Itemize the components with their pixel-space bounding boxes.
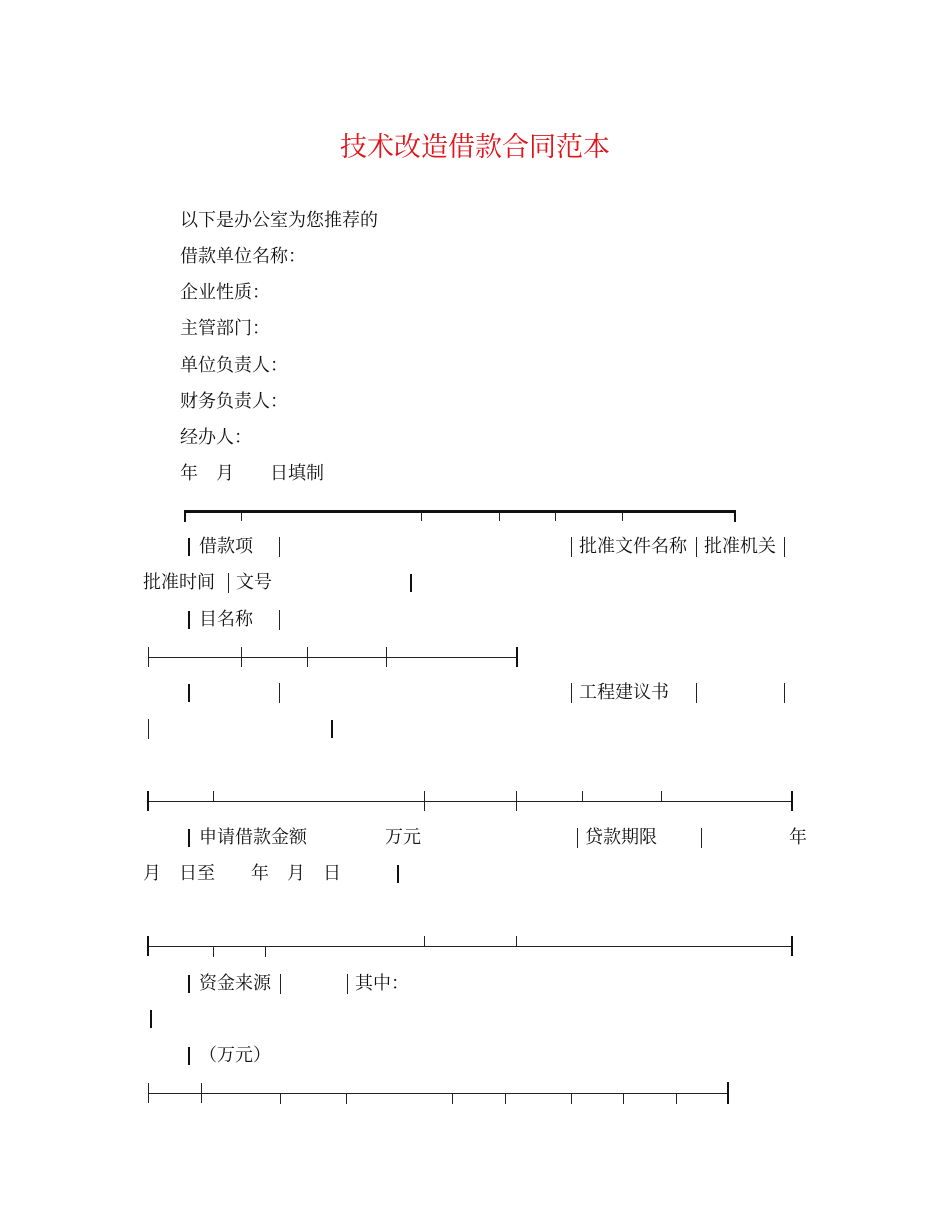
cell-border xyxy=(397,865,399,883)
rule-end-mark xyxy=(147,791,149,811)
cell-border xyxy=(228,573,229,593)
cell-border xyxy=(279,683,280,703)
rule-end-mark xyxy=(791,936,793,956)
column-tick xyxy=(505,1093,506,1104)
cell-border xyxy=(696,537,697,557)
column-tick xyxy=(676,1093,677,1104)
cell-border xyxy=(148,719,149,739)
unit-head-label: 单位负责人： xyxy=(180,355,288,376)
cell-border xyxy=(188,538,190,556)
rule-end-mark xyxy=(148,647,149,667)
column-tick xyxy=(424,791,425,811)
fill-date-label: 年 月 日填制 xyxy=(180,463,324,484)
rule-end-mark xyxy=(734,510,736,522)
cell-border xyxy=(188,829,190,847)
cell-border xyxy=(188,684,190,702)
rule-end-mark xyxy=(184,510,186,522)
approval-time-label: 批准时间 xyxy=(143,572,215,593)
loan-amount-unit: 万元 xyxy=(385,827,421,848)
approval-doc-name-label: 批准文件名称 xyxy=(579,536,687,557)
enterprise-nature-label: 企业性质： xyxy=(180,282,270,303)
cell-border xyxy=(188,975,190,993)
column-tick xyxy=(499,512,500,521)
column-tick xyxy=(582,791,583,802)
borrower-name-label: 借款单位名称： xyxy=(180,246,306,267)
column-tick xyxy=(213,791,214,802)
cell-border xyxy=(331,720,333,738)
table-rule xyxy=(148,1093,729,1094)
cell-border xyxy=(347,974,348,994)
column-tick xyxy=(265,946,266,957)
column-tick xyxy=(201,1083,202,1103)
cell-border xyxy=(150,1010,152,1028)
table-rule xyxy=(148,946,793,947)
rule-end-mark xyxy=(516,647,518,667)
column-tick xyxy=(280,1093,281,1104)
fund-source-label: 资金来源 xyxy=(199,973,271,994)
rule-end-mark xyxy=(791,791,793,811)
term-date-range: 月 日至 年 月 日 xyxy=(143,863,341,884)
column-tick xyxy=(241,647,242,667)
cell-border xyxy=(279,610,280,630)
column-tick xyxy=(307,647,308,667)
wan-yuan-paren-label: （万元） xyxy=(199,1045,271,1066)
approval-authority-label: 批准机关 xyxy=(704,536,776,557)
column-tick xyxy=(661,791,662,802)
intro-text: 以下是办公室为您推荐的 xyxy=(180,210,378,231)
cell-border xyxy=(188,1047,190,1065)
finance-head-label: 财务负责人： xyxy=(180,391,288,412)
column-tick xyxy=(452,1093,453,1104)
column-tick xyxy=(424,936,425,947)
document-title: 技术改造借款合同范本 xyxy=(340,132,610,163)
column-tick xyxy=(622,512,623,521)
column-tick xyxy=(623,1093,624,1104)
rule-end-mark xyxy=(147,936,149,956)
handler-label: 经办人： xyxy=(180,427,252,448)
supervisor-dept-label: 主管部门： xyxy=(180,318,270,339)
cell-border xyxy=(571,683,572,703)
among-label: 其中： xyxy=(355,973,409,994)
column-tick xyxy=(213,946,214,957)
doc-number-label: 文号 xyxy=(236,572,272,593)
column-tick xyxy=(516,791,517,811)
table-top-rule xyxy=(184,510,736,513)
table-rule xyxy=(148,801,793,802)
column-tick xyxy=(555,512,556,521)
column-tick xyxy=(241,512,242,521)
cell-border xyxy=(577,828,578,848)
item-name-label: 目名称 xyxy=(199,609,253,630)
cell-border xyxy=(280,974,281,994)
rule-end-mark xyxy=(148,1083,149,1103)
column-tick xyxy=(571,1093,572,1104)
column-tick xyxy=(386,647,387,667)
cell-border xyxy=(571,537,572,557)
column-tick xyxy=(516,936,517,947)
cell-border xyxy=(410,574,412,592)
loan-amount-label: 申请借款金额 xyxy=(199,827,307,848)
cell-border xyxy=(784,683,785,703)
cell-border xyxy=(701,828,702,848)
loan-term-label: 贷款期限 xyxy=(585,827,657,848)
column-tick xyxy=(421,512,422,521)
cell-border xyxy=(784,537,785,557)
cell-border xyxy=(279,537,280,557)
cell-border xyxy=(696,683,697,703)
cell-border xyxy=(188,611,190,629)
term-year-label: 年 xyxy=(789,827,807,848)
table-rule xyxy=(148,657,518,658)
project-proposal-label: 工程建议书 xyxy=(579,682,669,703)
column-tick xyxy=(346,1093,347,1104)
loan-item-label: 借款项 xyxy=(199,536,253,557)
rule-end-mark xyxy=(727,1082,729,1104)
